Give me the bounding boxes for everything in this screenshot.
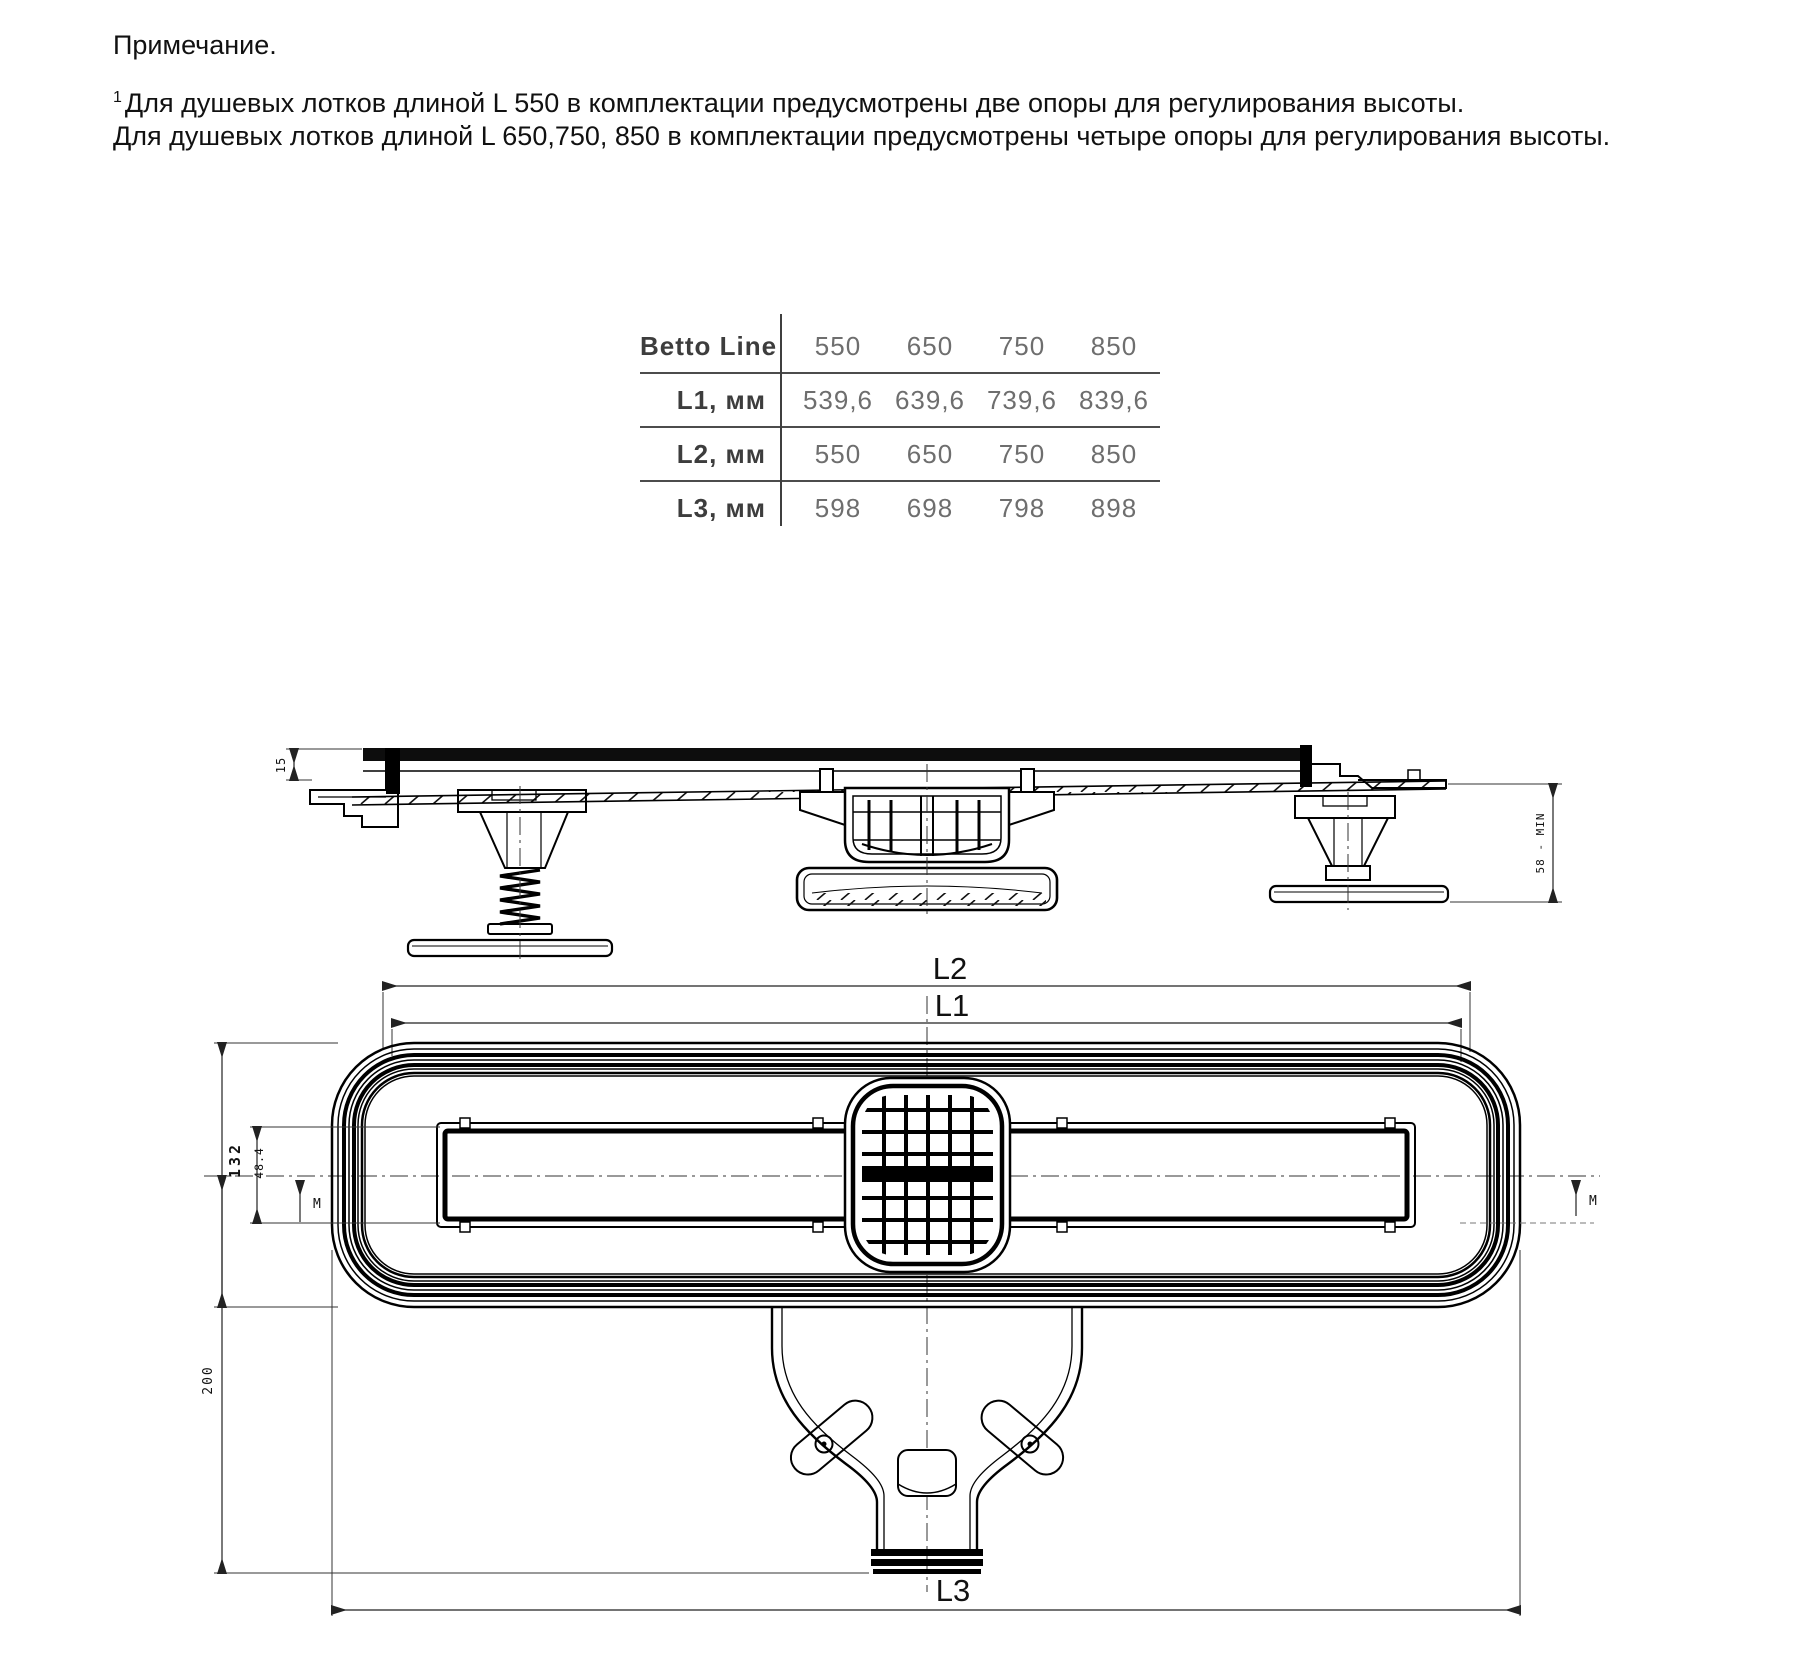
table-row-l3 (640, 480, 1160, 534)
dimension-m-right (1460, 1181, 1597, 1223)
table-cell: 850 (1090, 438, 1138, 469)
dim-m-left-label: M (313, 1197, 321, 1212)
note-block (113, 30, 1673, 153)
dim-l1-label: L1 (934, 988, 970, 1023)
note-title: Примечание. (113, 30, 277, 60)
table-cell: 898 (1090, 492, 1138, 523)
table-cell: 650 (906, 438, 954, 469)
table-row-label: L1, мм (676, 384, 766, 415)
table-cell: 550 (814, 438, 862, 469)
table-cell: 650 (906, 330, 954, 361)
plan-view-drawing (180, 951, 1610, 1635)
dimension-m-left (300, 1181, 321, 1222)
table-row-l2 (640, 426, 1160, 480)
side-view-drawing (230, 630, 1600, 975)
table-cell: 750 (998, 330, 1046, 361)
dim-15-label: 15 (274, 756, 288, 774)
table-cell: 750 (998, 438, 1046, 469)
table-row-l1 (640, 372, 1160, 426)
table-separator (780, 314, 782, 526)
dimension-58-min (1448, 784, 1562, 902)
note-footnote-line1: $^1$ Для душевых лотков длиной L 550 в комплектации предусмотрены две опоры для регулирования высоты. (113, 88, 1465, 118)
drain-grate (845, 1078, 1010, 1272)
table-header-row (640, 320, 1160, 372)
dim-l3-label: L3 (935, 1573, 971, 1608)
table-cell: 839,6 (1078, 384, 1150, 415)
dim-132-label: 132 (226, 1141, 244, 1179)
table-row-label: L3, мм (676, 492, 766, 523)
table-row-label: L2, мм (676, 438, 766, 469)
dimension-15 (274, 749, 362, 780)
table-cell: 550 (814, 330, 862, 361)
dim-58min-label: 58 - MIN (1534, 812, 1547, 874)
footnote-marker: 1 (113, 89, 122, 106)
dim-200-label: 200 (201, 1365, 216, 1395)
table-cell: 798 (998, 492, 1046, 523)
dimension-200 (201, 1176, 869, 1573)
table-header-label: Betto Line (640, 330, 778, 361)
table-cell: 850 (1090, 330, 1138, 361)
dim-l2-label: L2 (932, 951, 968, 986)
note-footnote-line2: Для душевых лотков длиной L 650,750, 850 в комплектации предусмотрены четыре опоры для регулирования высоты. (113, 121, 1611, 151)
dimension-132 (214, 1043, 338, 1307)
table-cell: 639,6 (894, 384, 966, 415)
table-cell: 698 (906, 492, 954, 523)
spec-table (640, 320, 1160, 534)
table-cell: 739,6 (986, 384, 1058, 415)
table-cell: 598 (814, 492, 862, 523)
right-support-foot (1270, 792, 1448, 910)
dim-m-right-label: M (1589, 1194, 1597, 1209)
left-support-foot (408, 786, 612, 964)
table-cell: 539,6 (802, 384, 874, 415)
dim-48-label: 48.4 (252, 1147, 266, 1179)
